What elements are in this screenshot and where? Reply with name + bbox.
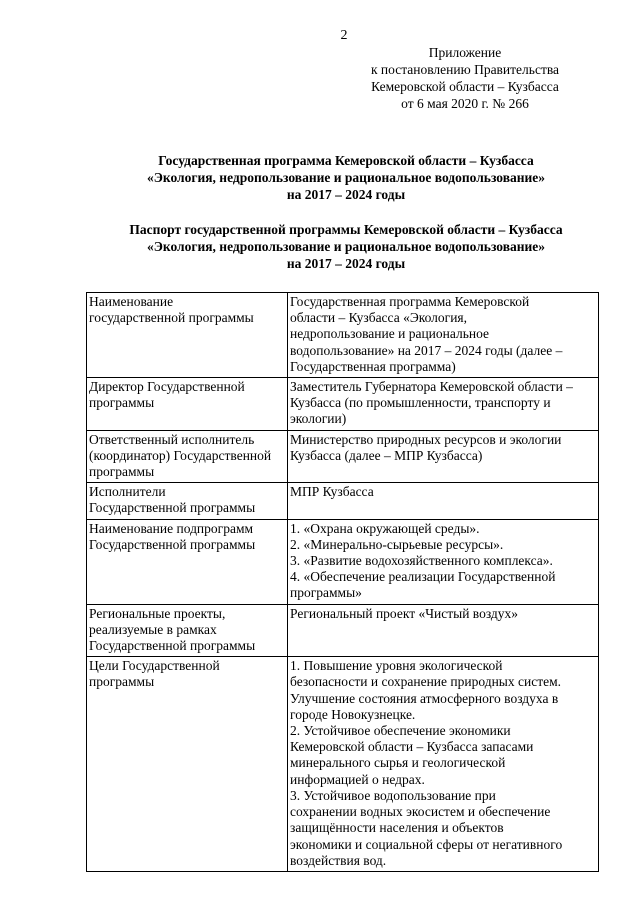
passport-title [80, 221, 612, 272]
page-number: 2 [340, 28, 348, 43]
row-value-line: Министерство природных ресурсов и экологии [290, 431, 562, 447]
row-value-line: Улучшение состояния атмосферного воздуха в [290, 690, 559, 706]
row-value-cell [288, 604, 599, 657]
row-value-line: Государственная программа) [290, 358, 456, 374]
row-label-line: Ответственный исполнитель [89, 431, 255, 447]
row-value-line: недропользование и рациональное [290, 326, 490, 342]
program-title-line: на 2017 – 2024 годы [286, 187, 406, 202]
table-row [87, 657, 599, 872]
row-value-cell [288, 293, 599, 378]
appendix-line: к постановлению Правительства [370, 62, 560, 77]
row-value-line: минерального сырья и геологической [290, 755, 506, 771]
row-value-line: 4. «Обеспечение реализации Государственной [290, 569, 556, 585]
row-value-line: воздействия вод. [290, 852, 387, 868]
row-label-line: Государственной программы [89, 638, 256, 654]
row-label-line: реализуемые в рамках [89, 621, 217, 637]
row-label-line: Наименование подпрограмм [89, 520, 254, 536]
row-value-line: Кемеровской области – Кузбасса запасами [290, 739, 534, 755]
table-row [87, 430, 599, 483]
passport-table [86, 292, 599, 872]
row-label-line: (координатор) Государственной [89, 447, 272, 463]
row-label-line: программы [89, 674, 155, 690]
table-row [87, 483, 599, 519]
row-label-cell [87, 519, 288, 604]
program-title-line: «Экология, недропользование и рациональное водопользование» [146, 170, 546, 185]
row-value-line: 2. Устойчивое обеспечение экономики [290, 723, 511, 739]
row-label-cell [87, 604, 288, 657]
row-value-line: Кузбасса (по промышленности, транспорту и [290, 395, 551, 411]
row-value-line: Кузбасса (далее – МПР Кузбасса) [290, 447, 483, 463]
appendix-line: Кемеровской области – Кузбасса [371, 79, 559, 94]
row-label-cell [87, 430, 288, 483]
row-value-line: 1. Повышение уровня экологической [290, 658, 503, 674]
row-label-cell [87, 657, 288, 872]
row-value-line: защищённости населения и объектов [290, 820, 504, 836]
row-label-line: Исполнители [89, 484, 166, 500]
row-value-line: безопасности и сохранение природных систем. [290, 674, 562, 690]
appendix-block [340, 44, 590, 112]
row-label-line: программы [89, 464, 155, 480]
row-value-line: программы» [290, 585, 362, 601]
program-title [80, 152, 612, 203]
row-value-line: информацией о недрах. [290, 771, 425, 787]
row-value-cell [288, 519, 599, 604]
row-value-line: 1. «Охрана окружающей среды». [290, 520, 480, 536]
row-label-cell [87, 378, 288, 431]
row-value-line: 3. Устойчивое водопользование при [290, 787, 496, 803]
table-row [87, 519, 599, 604]
appendix-line: Приложение [428, 45, 502, 60]
row-value-line: Государственная программа Кемеровской [290, 294, 530, 309]
row-label-cell [87, 293, 288, 378]
row-value-cell [288, 430, 599, 483]
row-label-line: Государственной программы [89, 500, 256, 516]
row-label-line: Государственной программы [89, 536, 256, 552]
row-value-line: водопользование» на 2017 – 2024 годы (далее – [290, 342, 563, 358]
row-value-cell [288, 657, 599, 872]
row-value-line: экономики и социальной сферы от негативного [290, 836, 563, 852]
row-value-line: 2. «Минерально-сырьевые ресурсы». [290, 536, 504, 552]
passport-title-line: на 2017 – 2024 годы [286, 256, 406, 271]
table-row [87, 293, 599, 378]
row-value-line: сохранении водных экосистем и обеспечение [290, 804, 551, 820]
row-value-line: 3. «Развитие водохозяйственного комплекса». [290, 553, 553, 569]
passport-title-line: «Экология, недропользование и рациональное водопользование» [146, 239, 546, 254]
row-label-line: программы [89, 395, 155, 411]
row-value-cell [288, 378, 599, 431]
row-label-line: Директор Государственной [89, 379, 245, 395]
row-value-line: экологии) [290, 411, 347, 427]
program-title-line: Государственная программа Кемеровской области – Кузбасса [158, 153, 534, 168]
row-label-line: Региональные проекты, [89, 605, 226, 621]
passport-table-body [87, 293, 599, 872]
row-label-line: государственной программы [89, 310, 254, 326]
row-value-line: городе Новокузнецке. [290, 706, 416, 722]
row-value-line: Заместитель Губернатора Кемеровской области – [290, 379, 573, 395]
row-value-line: МПР Кузбасса [290, 484, 374, 500]
row-value-cell [288, 483, 599, 519]
row-label-line: Цели Государственной [89, 658, 220, 674]
row-value-line: области – Кузбасса «Экология, [290, 310, 468, 326]
table-row [87, 378, 599, 431]
appendix-line: от 6 мая 2020 г. № 266 [401, 96, 529, 111]
passport-title-line: Паспорт государственной программы Кемеровской области – Кузбасса [129, 222, 563, 237]
table-row [87, 604, 599, 657]
row-label-line: Наименование [89, 294, 174, 309]
row-value-line: Региональный проект «Чистый воздух» [290, 605, 519, 621]
row-label-cell [87, 483, 288, 519]
